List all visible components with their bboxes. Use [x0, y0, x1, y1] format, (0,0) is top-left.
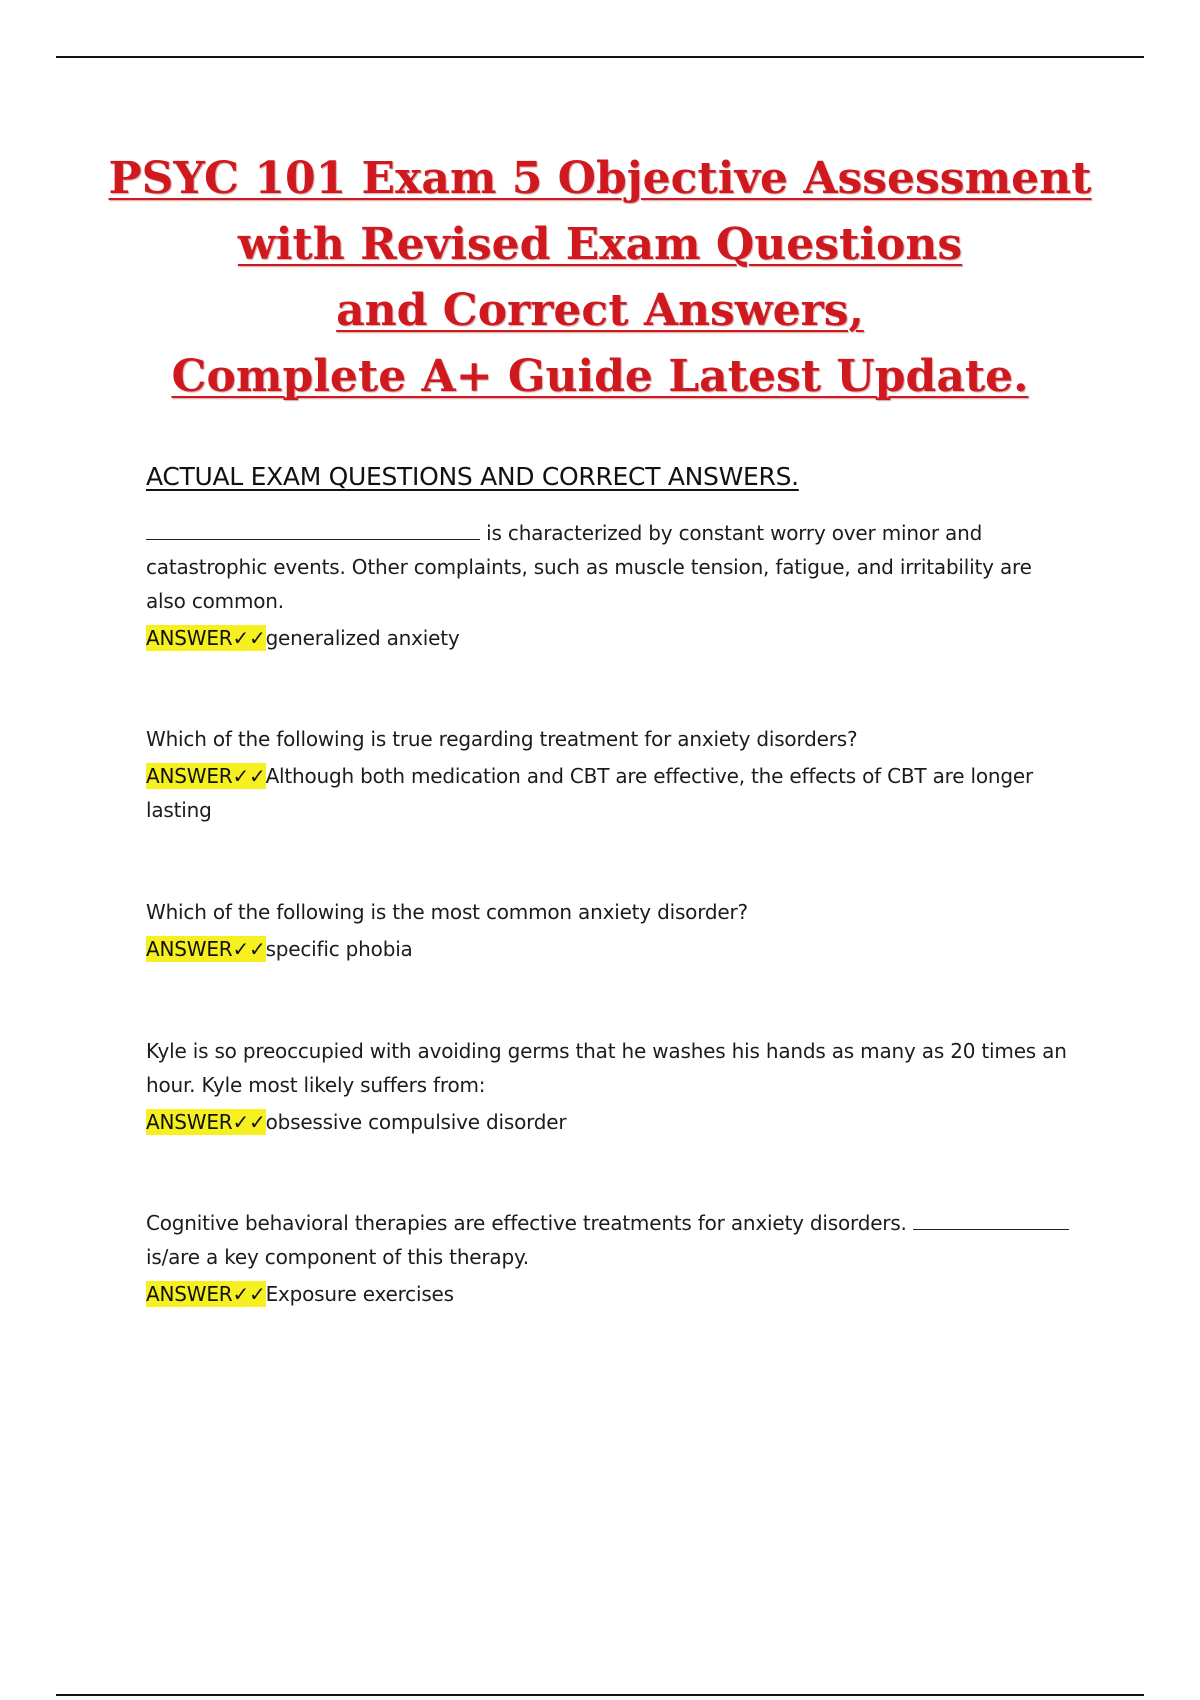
title-line: and Correct Answers,	[336, 285, 864, 336]
answer-blank	[146, 519, 480, 540]
section-heading: ACTUAL EXAM QUESTIONS AND CORRECT ANSWERS.	[146, 462, 799, 491]
answer-label: ANSWER✓✓	[146, 764, 266, 788]
title-line: with Revised Exam Questions	[237, 219, 963, 270]
question-text: Cognitive behavioral therapies are effective treatments for anxiety disorders. is/are a key component of this therapy.	[146, 1206, 1070, 1274]
question-text: is characterized by constant worry over minor and catastrophic events. Other complaints, such as muscle tension, fatigue, and irritability are also common.	[146, 521, 1032, 613]
answer-text: specific phobia	[265, 937, 413, 961]
answer-line	[146, 1277, 1070, 1311]
answer-line	[146, 621, 1070, 655]
answer-text: generalized anxiety	[265, 626, 460, 650]
title-line: PSYC 101 Exam 5 Objective Assessment	[108, 153, 1092, 204]
question-block	[146, 895, 1070, 966]
answer-label: ANSWER✓✓	[146, 937, 266, 961]
answer-line	[146, 1105, 1070, 1139]
answer-blank	[913, 1209, 1069, 1230]
document-title	[100, 146, 1100, 410]
answer-label: ANSWER✓✓	[146, 626, 266, 650]
answer-text: Exposure exercises	[265, 1282, 454, 1306]
title-line: Complete A+ Guide Latest Update.	[171, 351, 1029, 402]
question-text: Which of the following is the most common anxiety disorder?	[146, 900, 748, 924]
answer-label: ANSWER✓✓	[146, 1110, 266, 1134]
answer-line	[146, 932, 1070, 966]
question-block	[146, 1034, 1070, 1139]
question-block	[146, 722, 1070, 827]
bottom-divider	[56, 1694, 1144, 1696]
question-text: Kyle is so preoccupied with avoiding germs that he washes his hands as many as 20 times an hour. Kyle most likely suffers from:	[146, 1039, 1067, 1097]
answer-line	[146, 759, 1070, 827]
answer-text: Although both medication and CBT are effective, the effects of CBT are longer lasting	[146, 764, 1033, 822]
top-divider	[56, 56, 1144, 58]
answer-label: ANSWER✓✓	[146, 1282, 266, 1306]
question-block	[146, 516, 1070, 655]
question-block	[146, 1206, 1070, 1311]
question-text: Which of the following is true regarding treatment for anxiety disorders?	[146, 727, 858, 751]
answer-text: obsessive compulsive disorder	[265, 1110, 567, 1134]
